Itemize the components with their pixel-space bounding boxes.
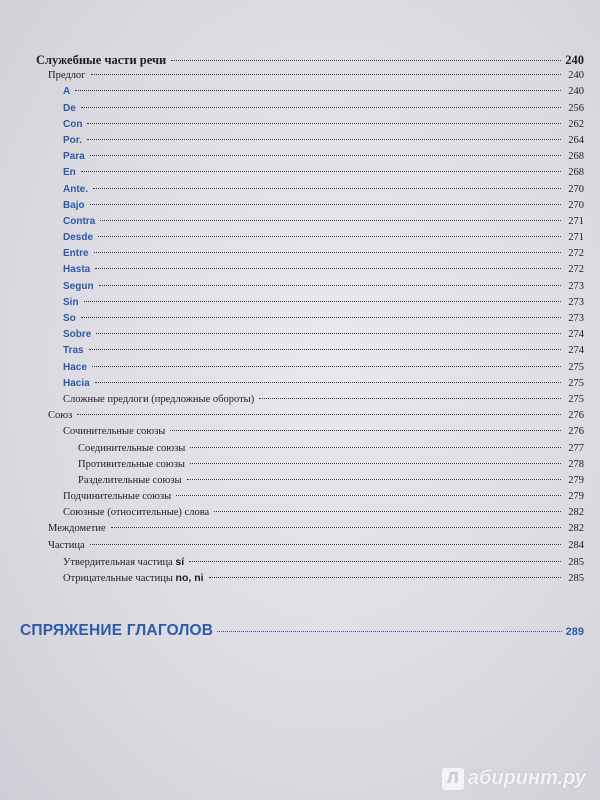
dot-leader bbox=[90, 204, 561, 205]
toc-entry-text: Hacia bbox=[63, 377, 90, 389]
toc-entry-text: Para bbox=[63, 151, 85, 163]
dot-leader bbox=[77, 414, 561, 415]
toc-entry bbox=[36, 262, 584, 278]
dot-leader bbox=[99, 285, 561, 286]
toc-entry-label bbox=[63, 489, 173, 505]
toc-entry-page: 285 bbox=[568, 573, 584, 584]
toc-entry-page: 279 bbox=[568, 491, 584, 503]
toc-entry-text: Отрицательные частицы bbox=[63, 573, 173, 584]
toc-entry bbox=[36, 457, 584, 473]
dot-leader bbox=[189, 561, 561, 562]
dot-leader bbox=[187, 479, 561, 480]
toc-entry-text: Por. bbox=[63, 134, 82, 146]
toc-entry-text: Сочинительные союзы bbox=[63, 426, 166, 438]
toc-entry-label bbox=[63, 84, 72, 100]
toc-entry-page: 268 bbox=[568, 167, 584, 179]
dot-leader bbox=[87, 123, 561, 124]
toc-entry-page: 285 bbox=[568, 556, 584, 568]
toc-entry-page: 264 bbox=[568, 134, 584, 146]
dot-leader bbox=[209, 577, 561, 578]
dot-leader bbox=[91, 74, 562, 75]
labirint-logo-icon: Л bbox=[442, 768, 464, 790]
toc-entry bbox=[36, 214, 584, 230]
toc-entry-emphasis: sí bbox=[175, 555, 185, 568]
toc-entry bbox=[36, 246, 584, 262]
toc-entry-page: 276 bbox=[568, 426, 584, 438]
toc-entry bbox=[36, 554, 584, 570]
toc-entry bbox=[36, 68, 584, 84]
toc-entry-text: A bbox=[63, 86, 71, 98]
toc-entry bbox=[36, 198, 584, 214]
toc-section-heading bbox=[36, 52, 584, 68]
toc-entry-label bbox=[63, 133, 84, 149]
toc-entry bbox=[36, 473, 584, 489]
toc-entry-label bbox=[63, 149, 87, 165]
dot-leader bbox=[95, 268, 561, 269]
watermark bbox=[442, 767, 586, 790]
dot-leader bbox=[81, 171, 561, 172]
toc-entry-label bbox=[63, 311, 78, 327]
toc-entry-page: 273 bbox=[568, 313, 584, 324]
toc-entry bbox=[36, 360, 584, 376]
toc-entry-label bbox=[63, 198, 87, 214]
toc-entry bbox=[36, 424, 584, 440]
dot-leader bbox=[75, 90, 561, 91]
toc-entry bbox=[36, 570, 584, 586]
toc-entry-text: Contra bbox=[63, 215, 96, 227]
toc-entry-text: Противительные союзы bbox=[78, 458, 185, 470]
toc-entry-text: Con bbox=[63, 118, 83, 130]
dot-leader bbox=[89, 349, 561, 350]
toc-entry-label bbox=[63, 214, 97, 230]
toc-entry bbox=[36, 392, 584, 408]
toc-entry-text: Segun bbox=[63, 280, 94, 292]
toc-entry-page: 278 bbox=[568, 458, 584, 470]
toc-section-page: 240 bbox=[565, 53, 584, 67]
toc-entry-text: Hace bbox=[63, 361, 87, 373]
dot-leader bbox=[217, 631, 561, 632]
toc-entry-text: So bbox=[63, 313, 76, 324]
toc-entry-label bbox=[78, 473, 184, 489]
toc-entry-text: Sobre bbox=[63, 329, 92, 341]
toc-entry-text: Сложные предлоги (предложные обороты) bbox=[63, 393, 255, 405]
toc-section-title: Служебные части речи bbox=[36, 53, 167, 67]
toc-entry bbox=[36, 165, 584, 181]
toc-entry-label bbox=[63, 182, 90, 198]
dot-leader bbox=[111, 527, 561, 528]
toc-entry-page: 240 bbox=[568, 70, 584, 82]
toc-entry-page: 273 bbox=[568, 296, 584, 308]
toc-entry-page: 275 bbox=[568, 377, 584, 389]
toc-entry-label bbox=[63, 279, 96, 295]
toc-entry bbox=[36, 182, 584, 198]
toc-entry bbox=[36, 230, 584, 246]
toc-entry-page: 256 bbox=[568, 102, 584, 114]
toc-entry-text: De bbox=[63, 102, 76, 114]
toc-entry-label bbox=[63, 101, 78, 117]
next-section-page: 289 bbox=[565, 626, 584, 638]
dot-leader bbox=[81, 107, 561, 108]
toc-entry bbox=[36, 279, 584, 295]
toc-entry-text: Союзные (относительные) слова bbox=[63, 507, 210, 519]
toc-entry-text: Desde bbox=[63, 232, 94, 244]
toc-entry bbox=[36, 101, 584, 117]
toc-entry bbox=[36, 521, 584, 537]
toc-entry bbox=[36, 408, 584, 424]
toc-entry-page: 270 bbox=[568, 199, 584, 211]
toc-entry-text: Разделительные союзы bbox=[78, 474, 182, 486]
toc-entry-text: Подчинительные союзы bbox=[63, 491, 172, 503]
toc-entry-page: 270 bbox=[568, 183, 584, 195]
toc-entry bbox=[36, 327, 584, 343]
dot-leader bbox=[171, 60, 561, 61]
dot-leader bbox=[214, 511, 561, 512]
toc-entry bbox=[36, 84, 584, 100]
toc-entry bbox=[36, 538, 584, 554]
toc-entry bbox=[36, 117, 584, 133]
toc-entry-page: 282 bbox=[568, 507, 584, 519]
toc-entry bbox=[36, 295, 584, 311]
toc-entry-page: 271 bbox=[568, 232, 584, 244]
toc-entry-text: Утвердительная частица bbox=[63, 556, 173, 568]
toc-entry-page: 271 bbox=[568, 215, 584, 227]
toc-entry-label bbox=[48, 408, 74, 424]
toc-entry bbox=[36, 505, 584, 521]
dot-leader bbox=[176, 495, 561, 496]
toc-entry-text: Bajo bbox=[63, 199, 85, 211]
toc-entry-label bbox=[63, 117, 84, 133]
toc-entry-text: Entre bbox=[63, 248, 89, 260]
dot-leader bbox=[90, 155, 561, 156]
dot-leader bbox=[96, 333, 561, 334]
toc-entry-text: Tras bbox=[63, 345, 84, 357]
dot-leader bbox=[93, 188, 561, 189]
toc-entry-text: Соединительные союзы bbox=[78, 442, 186, 454]
toc-entry-page: 279 bbox=[568, 474, 584, 486]
toc-entry-label bbox=[63, 165, 78, 181]
toc-entry-page: 273 bbox=[568, 280, 584, 292]
toc-entry-page: 276 bbox=[568, 410, 584, 422]
toc-entry-label bbox=[63, 262, 92, 278]
toc-entry-page: 240 bbox=[568, 86, 584, 98]
toc-entry-text: Hasta bbox=[63, 264, 91, 276]
toc-entry-page: 282 bbox=[568, 523, 584, 535]
toc-entries bbox=[36, 68, 584, 586]
toc-entry-text: Союз bbox=[48, 410, 73, 422]
toc-entry bbox=[36, 133, 584, 149]
toc-entry-label bbox=[63, 246, 91, 262]
toc-entry-label bbox=[63, 570, 206, 587]
toc-entry-emphasis: no, ni bbox=[175, 572, 204, 584]
dot-leader bbox=[92, 366, 561, 367]
toc-entry-label bbox=[63, 343, 86, 359]
dot-leader bbox=[90, 544, 561, 545]
toc-entry-page: 268 bbox=[568, 151, 584, 163]
dot-leader bbox=[95, 382, 561, 383]
dot-leader bbox=[170, 430, 561, 431]
toc-entry-label bbox=[63, 424, 167, 440]
toc-entry-label bbox=[63, 554, 186, 571]
toc-entry-label bbox=[78, 441, 187, 457]
toc-entry-label bbox=[48, 521, 108, 537]
toc-entry-text: Междометие bbox=[48, 523, 106, 535]
dot-leader bbox=[94, 252, 561, 253]
toc-entry bbox=[36, 376, 584, 392]
toc-entry-page: 274 bbox=[568, 329, 584, 341]
toc-entry bbox=[36, 343, 584, 359]
toc-entry bbox=[36, 489, 584, 505]
dot-leader bbox=[190, 447, 561, 448]
toc-entry-label bbox=[48, 538, 87, 554]
toc-entry-label bbox=[63, 360, 89, 376]
dot-leader bbox=[259, 398, 561, 399]
toc-entry-page: 275 bbox=[568, 361, 584, 373]
toc-entry-label bbox=[78, 457, 187, 473]
next-section-heading bbox=[20, 622, 584, 640]
toc-entry-text: Ante. bbox=[63, 183, 88, 195]
toc-entry-page: 284 bbox=[568, 539, 584, 551]
toc-entry-page: 272 bbox=[568, 264, 584, 276]
toc-entry-label bbox=[63, 376, 92, 392]
table-of-contents bbox=[36, 52, 584, 586]
toc-entry bbox=[36, 441, 584, 457]
toc-entry-label bbox=[63, 295, 81, 311]
toc-entry-label bbox=[63, 505, 211, 521]
toc-entry-page: 272 bbox=[568, 248, 584, 260]
toc-entry-text: Предлог bbox=[48, 70, 86, 82]
toc-entry-label bbox=[48, 68, 88, 84]
dot-leader bbox=[190, 463, 561, 464]
dot-leader bbox=[84, 301, 561, 302]
toc-entry-page: 274 bbox=[568, 345, 584, 357]
toc-entry-label bbox=[63, 230, 95, 246]
toc-entry-page: 277 bbox=[568, 442, 584, 454]
toc-entry-label bbox=[63, 392, 256, 408]
dot-leader bbox=[100, 220, 561, 221]
dot-leader bbox=[98, 236, 561, 237]
toc-entry bbox=[36, 149, 584, 165]
dot-leader bbox=[87, 139, 561, 140]
toc-entry-text: Sin bbox=[63, 296, 79, 308]
toc-entry-label bbox=[63, 327, 93, 343]
next-section-title: СПРЯЖЕНИЕ ГЛАГОЛОВ bbox=[20, 622, 214, 639]
toc-entry-text: Частица bbox=[48, 539, 85, 551]
dot-leader bbox=[81, 317, 561, 318]
toc-entry-page: 262 bbox=[568, 118, 584, 130]
toc-entry bbox=[36, 311, 584, 327]
toc-entry-text: En bbox=[63, 167, 76, 179]
watermark-text: абиринт.ру bbox=[467, 767, 586, 789]
toc-entry-page: 275 bbox=[568, 393, 584, 405]
